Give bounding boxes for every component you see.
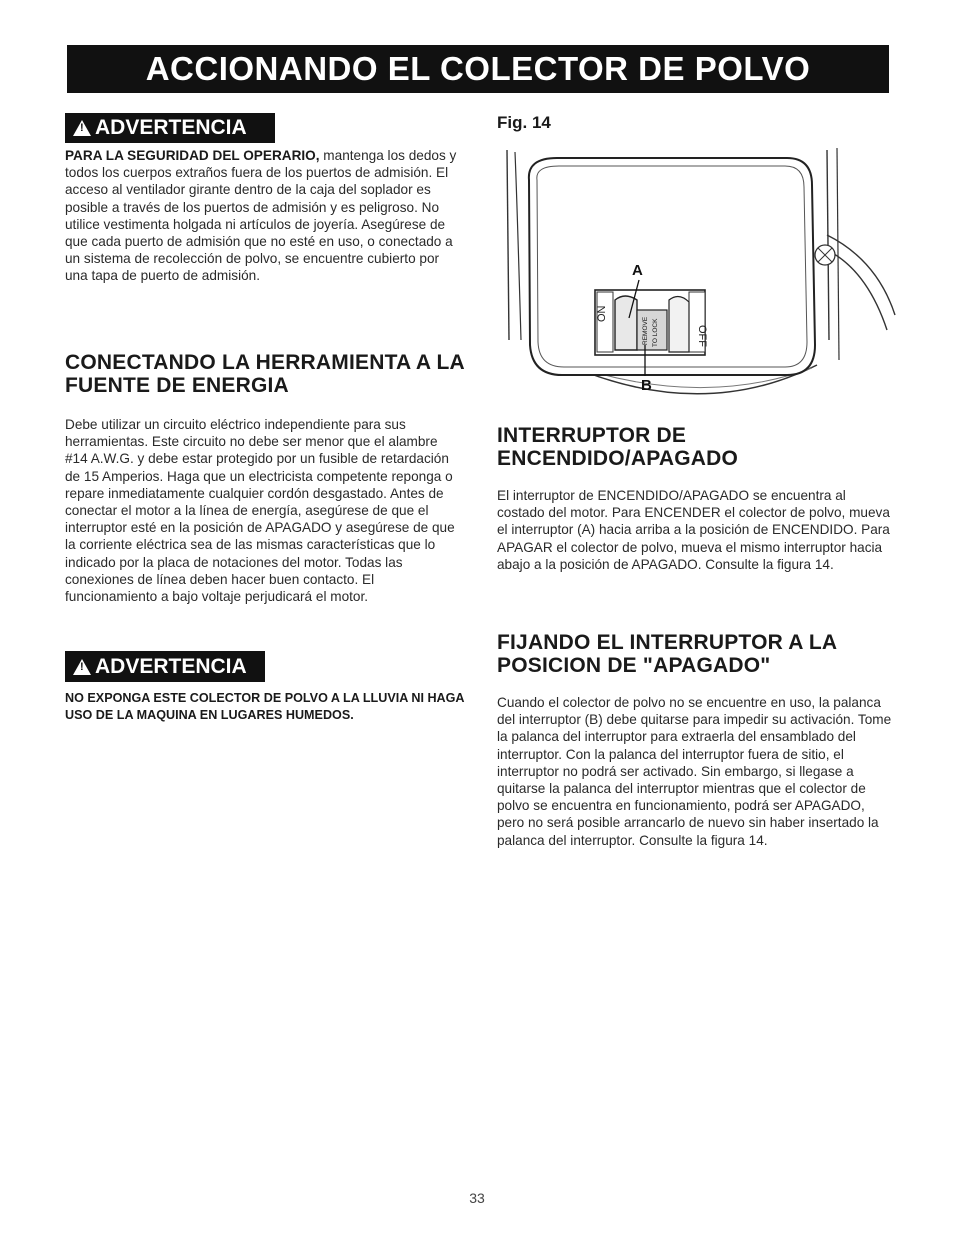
warning-triangle-icon: ! <box>73 659 91 675</box>
section-paragraph-lock: Cuando el colector de polvo no se encuentre en uso, la palanca del interruptor (B) debe quitarse para impedir su activación. Tome la palanca del interruptor para extraerla del ensamblado del interruptor. Con la palanca del interruptor fuera de sitio, el interruptor no podrá ser activado. Sin embargo, si llegase a quitarse la palanca del interruptor mientras que el colector de polvo se encuentra en funcionamiento, podrá ser APAGADO, pero no será posible arrancarlo de nuevo sin haber insertado la palanca del interruptor. Consulte la figura 14. <box>497 695 892 848</box>
section-paragraph-switch: El interruptor de ENCENDIDO/APAGADO se encuentra al costado del motor. Para ENCENDER el colector de polvo, mueva el interruptor (A) hacia arriba a la posición de ENCENDIDO. Para APAGAR el colector de polvo, mueva el mismo interruptor hacia abajo a la posición de APAGADO. Consulte la figura 14. <box>497 488 890 572</box>
warning-label-2: ADVERTENCIA <box>95 654 247 678</box>
section-heading-switch: INTERRUPTOR DE ENCENDIDO/APAGADO <box>497 424 739 470</box>
switch-remove-label: REMOVE <box>642 316 649 345</box>
warning-lead: PARA LA SEGURIDAD DEL OPERARIO, <box>65 148 320 163</box>
page-number: 33 <box>469 1190 485 1206</box>
page-title: ACCIONANDO EL COLECTOR DE POLVO <box>145 50 811 87</box>
callout-a-label: A <box>632 262 643 279</box>
section-heading-power: CONECTANDO LA HERRAMIENTA A LA FUENTE DE ENERGIA <box>65 351 465 397</box>
callout-b-label: B <box>641 377 652 394</box>
switch-lock-label: TO LOCK <box>652 318 659 347</box>
warning-triangle-icon: ! <box>73 120 91 136</box>
switch-off-label: OFF <box>696 325 708 347</box>
warning-badge <box>65 113 275 143</box>
figure-14-switch-illustration <box>497 140 897 405</box>
page-header-banner <box>67 45 889 93</box>
figure-label: Fig. 14 <box>497 113 551 132</box>
warning-badge-2 <box>65 651 265 682</box>
warning-label: ADVERTENCIA <box>95 116 247 139</box>
warning-paragraph <box>65 147 457 285</box>
section-heading-lock: FIJANDO EL INTERRUPTOR A LA POSICION DE "APAGADO" <box>497 631 837 677</box>
switch-rocker <box>615 296 637 350</box>
switch-on-label: ON <box>596 305 608 322</box>
section-paragraph-power: Debe utilizar un circuito eléctrico independiente para sus herramientas. Este circuito no debe ser menor que el alambre #14 A.W.G. y debe estar protegido por un fusible de retardación de 15 Amperios. Haga que un electricista competente reponga o repare inmediatamente cualquier cordón desgastado. Antes de conectar el motor a la línea de energía, asegúrese de que el interruptor esté en la posición de APAGADO y asegúrese de que la corriente eléctrica sea de las mismas características que lo indicado por la placa de notaciones del motor. Todas las conexiones de línea deben hacer buen contacto. El funcionamiento a bajo voltaje perjudicará el motor. <box>65 417 455 605</box>
housing-outline <box>507 150 509 340</box>
warning-paragraph-2: NO EXPONGA ESTE COLECTOR DE POLVO A LA LLUVIA NI HAGA USO DE LA MAQUINA EN LUGARES HUMEDOS. <box>65 691 465 722</box>
warning-text: mantenga los dedos y todos los cuerpos extraños fuera de los puertos de admisión. El acceso al ventilador girante dentro de la caja del soplador es posible a través de los puertos de admisión y es peligroso. No utilice vestimenta holgada ni artículos de joyería. Asegúrese de que cada puerto de admisión que no esté en uso, o conectado a un sistema de recolección de polvo, se encuentre cubierto por una tapa de puerto de admisión. <box>65 148 457 284</box>
power-cord <box>827 235 895 315</box>
